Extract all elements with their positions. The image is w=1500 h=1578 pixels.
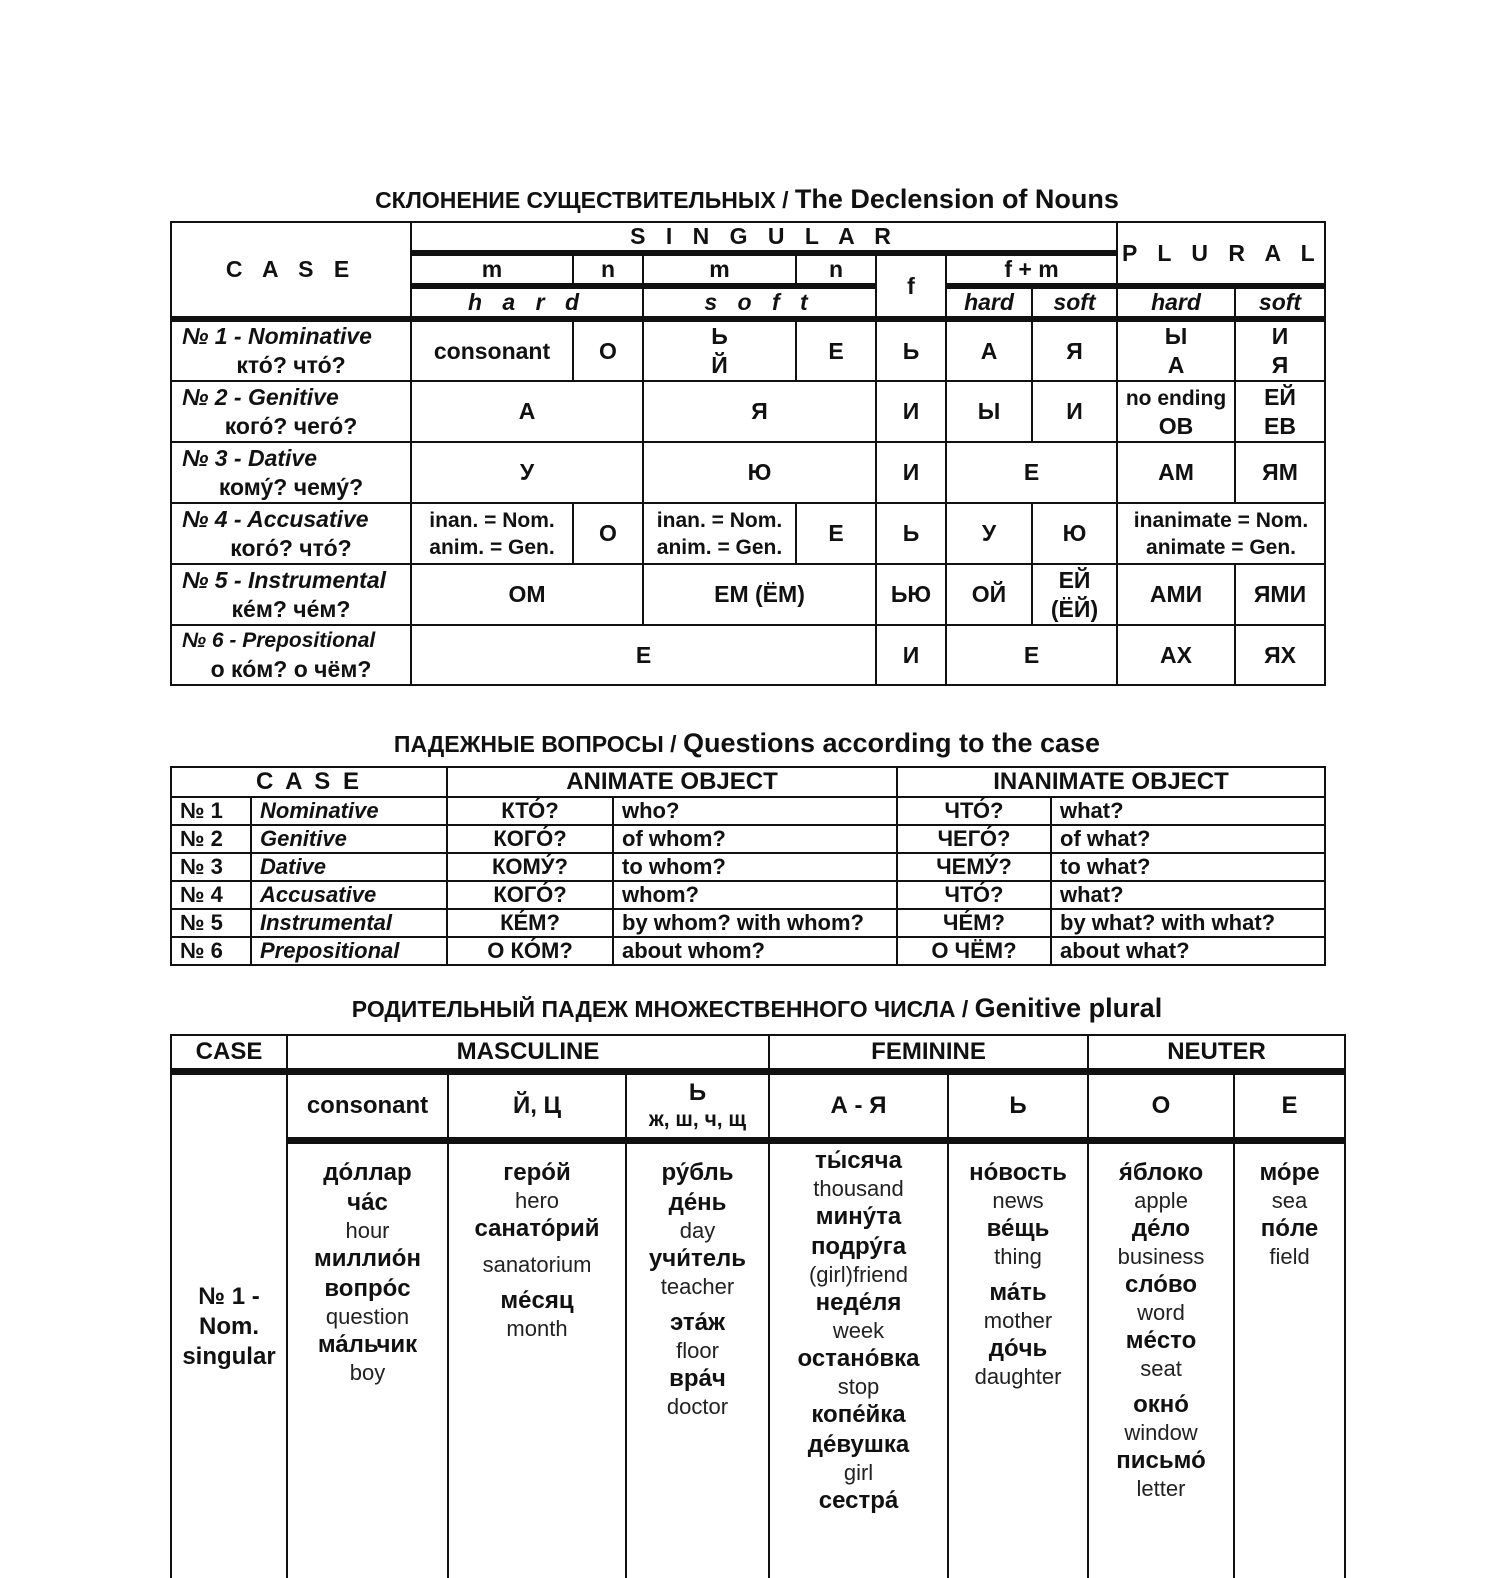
gp-gloss: month bbox=[453, 1316, 621, 1342]
gp-sub-y-ts: Й, Ц bbox=[448, 1072, 626, 1141]
q-inanimate-en: of what? bbox=[1051, 825, 1325, 853]
q-animate-en: who? bbox=[613, 797, 897, 825]
gp-sub-text: ж, ш, ч, щ bbox=[649, 1108, 746, 1131]
gp-col-e bbox=[1234, 1141, 1345, 1578]
gp-gloss: window bbox=[1093, 1420, 1229, 1446]
ending-cell: Е bbox=[946, 442, 1117, 503]
gp-gloss: sea bbox=[1239, 1188, 1340, 1214]
gp-word: подру́га bbox=[774, 1232, 943, 1262]
gp-gloss: business bbox=[1093, 1244, 1229, 1270]
gp-word: сло́во bbox=[1093, 1270, 1229, 1300]
q-inanimate-en: about what? bbox=[1051, 937, 1325, 965]
q-animate-en: by whom? with whom? bbox=[613, 909, 897, 937]
ending-cell: Ю bbox=[643, 442, 876, 503]
ending-cell: ЬЮ bbox=[876, 564, 946, 625]
fm-hard-label: hard bbox=[946, 286, 1032, 319]
ending-cell: Е bbox=[946, 625, 1117, 685]
gp-gloss: hour bbox=[292, 1218, 443, 1244]
q-animate-ru: КОГО́? bbox=[447, 881, 613, 909]
gp-case-header: CASE bbox=[171, 1035, 287, 1072]
q-animate-en: to whom? bbox=[613, 853, 897, 881]
row-dative bbox=[171, 442, 1325, 503]
case-label bbox=[171, 625, 411, 685]
gp-gloss: floor bbox=[631, 1338, 764, 1364]
ending-cell: О bbox=[573, 503, 643, 564]
q-animate-ru: КОМУ́? bbox=[447, 853, 613, 881]
title-declension-ru: СКЛОНЕНИЕ СУЩЕСТВИТЕЛЬНЫХ / bbox=[375, 187, 795, 213]
ending-cell: АХ bbox=[1117, 625, 1235, 685]
ending-text: ОВ bbox=[1159, 413, 1194, 439]
gp-gloss: field bbox=[1239, 1244, 1340, 1270]
gender-m-hard: m bbox=[411, 253, 573, 286]
case-label-ru: о ко́м? о чём? bbox=[176, 655, 406, 684]
gp-word: вопро́с bbox=[292, 1274, 443, 1304]
gp-sub-soft-sign bbox=[626, 1072, 769, 1141]
gp-spacer bbox=[453, 1278, 621, 1286]
row-genitive bbox=[171, 381, 1325, 442]
q-case-name: Genitive bbox=[251, 825, 447, 853]
ending-cell: А bbox=[411, 381, 643, 442]
case-label-en: № 5 - Instrumental bbox=[176, 566, 406, 595]
row-prepositional bbox=[171, 625, 1325, 685]
fm-soft-label: soft bbox=[1032, 286, 1117, 319]
ending-cell: Ю bbox=[1032, 503, 1117, 564]
gp-gloss: apple bbox=[1093, 1188, 1229, 1214]
questions-table bbox=[170, 766, 1326, 966]
singular-header: S I N G U L A R bbox=[411, 222, 1117, 253]
q-row bbox=[171, 937, 1325, 965]
q-num: № 4 bbox=[171, 881, 251, 909]
gp-gloss: sanatorium bbox=[453, 1252, 621, 1278]
gp-word: де́нь bbox=[631, 1188, 764, 1218]
ending-text: Й bbox=[711, 352, 728, 378]
gender-n-soft: n bbox=[796, 253, 876, 286]
ending-cell: У bbox=[946, 503, 1032, 564]
case-label-en: № 4 - Accusative bbox=[176, 505, 406, 534]
gp-word: ма́ть bbox=[953, 1278, 1083, 1308]
title-genitive-plural-ru: РОДИТЕЛЬНЫЙ ПАДЕЖ МНОЖЕСТВЕННОГО ЧИСЛА / bbox=[352, 996, 975, 1022]
q-case-name: Dative bbox=[251, 853, 447, 881]
ending-cell: И bbox=[876, 442, 946, 503]
ending-cell: Ь bbox=[876, 319, 946, 381]
gp-gloss: daughter bbox=[953, 1364, 1083, 1390]
gp-gloss: question bbox=[292, 1304, 443, 1330]
gp-word: санато́рий bbox=[453, 1214, 621, 1244]
q-inanimate-ru: ЧТО́? bbox=[897, 797, 1051, 825]
ending-cell: ЯМИ bbox=[1235, 564, 1325, 625]
ending-cell: Е bbox=[796, 319, 876, 381]
ending-cell: ЕМ (ЁМ) bbox=[643, 564, 876, 625]
gp-word: я́блоко bbox=[1093, 1158, 1229, 1188]
gp-col-o bbox=[1088, 1141, 1234, 1578]
gp-word: мо́ре bbox=[1239, 1158, 1340, 1188]
gp-col-y-ts bbox=[448, 1141, 626, 1578]
gp-case-text: № 1 - bbox=[176, 1282, 282, 1312]
case-label-ru: кто́? что́? bbox=[176, 351, 406, 380]
ending-cell: ОМ bbox=[411, 564, 643, 625]
gp-word: неде́ля bbox=[774, 1288, 943, 1318]
q-num: № 3 bbox=[171, 853, 251, 881]
ending-cell: О bbox=[573, 319, 643, 381]
gp-sub-e: Е bbox=[1234, 1072, 1345, 1141]
q-inanimate-ru: ЧТО́? bbox=[897, 881, 1051, 909]
q-row bbox=[171, 909, 1325, 937]
row-accusative bbox=[171, 503, 1325, 564]
gp-gloss: news bbox=[953, 1188, 1083, 1214]
gp-word: окно́ bbox=[1093, 1390, 1229, 1420]
case-label-en: № 6 - Prepositional bbox=[176, 626, 406, 655]
q-row bbox=[171, 825, 1325, 853]
title-genitive-plural bbox=[170, 993, 1344, 1024]
ending-text: inan. = Nom. bbox=[429, 509, 554, 532]
case-label bbox=[171, 381, 411, 442]
q-num: № 1 bbox=[171, 797, 251, 825]
title-declension-en: The Declension of Nouns bbox=[795, 184, 1119, 214]
q-inanimate-header: INANIMATE OBJECT bbox=[897, 767, 1325, 797]
ending-text: inan. = Nom. bbox=[657, 509, 782, 532]
gp-spacer bbox=[453, 1244, 621, 1252]
gp-gloss: (girl)friend bbox=[774, 1262, 943, 1288]
ending-text: Ы bbox=[1165, 323, 1188, 349]
gender-m-soft: m bbox=[643, 253, 796, 286]
ending-text: anim. = Gen. bbox=[429, 536, 554, 559]
q-case-name: Prepositional bbox=[251, 937, 447, 965]
q-case-name: Accusative bbox=[251, 881, 447, 909]
q-inanimate-en: by what? with what? bbox=[1051, 909, 1325, 937]
gp-gloss: thing bbox=[953, 1244, 1083, 1270]
gp-word: ру́бль bbox=[631, 1158, 764, 1188]
gp-word: письмо́ bbox=[1093, 1446, 1229, 1476]
ending-text: Ь bbox=[711, 323, 728, 349]
case-label-ru: кого́? что́? bbox=[176, 534, 406, 563]
gp-spacer bbox=[953, 1270, 1083, 1278]
ending-cell bbox=[411, 503, 573, 564]
q-inanimate-en: what? bbox=[1051, 797, 1325, 825]
q-num: № 5 bbox=[171, 909, 251, 937]
case-header: C A S E bbox=[171, 222, 411, 319]
ending-text: no ending bbox=[1126, 387, 1226, 410]
gp-word: эта́ж bbox=[631, 1308, 764, 1338]
ending-text: И bbox=[1272, 323, 1289, 349]
gp-gloss: thousand bbox=[774, 1176, 943, 1202]
gp-masculine-header: MASCULINE bbox=[287, 1035, 769, 1072]
ending-cell: ОЙ bbox=[946, 564, 1032, 625]
q-inanimate-ru: ЧЕГО́? bbox=[897, 825, 1051, 853]
plural-hard-label: hard bbox=[1117, 286, 1235, 319]
ending-cell: У bbox=[411, 442, 643, 503]
gp-word: де́ло bbox=[1093, 1214, 1229, 1244]
gp-gloss: seat bbox=[1093, 1356, 1229, 1382]
ending-cell: Я bbox=[643, 381, 876, 442]
title-declension bbox=[170, 184, 1324, 215]
gp-sub-consonant: consonant bbox=[287, 1072, 448, 1141]
gp-col-a-ya bbox=[769, 1141, 948, 1578]
gp-word: де́вушка bbox=[774, 1430, 943, 1460]
q-animate-ru: КОГО́? bbox=[447, 825, 613, 853]
gp-case-text: singular bbox=[176, 1342, 282, 1372]
gender-fm: f + m bbox=[946, 253, 1117, 286]
gp-sub-a-ya: А - Я bbox=[769, 1072, 948, 1141]
ending-cell: А bbox=[946, 319, 1032, 381]
gp-word: по́ле bbox=[1239, 1214, 1340, 1244]
gp-word: учи́тель bbox=[631, 1244, 764, 1274]
q-case-name: Instrumental bbox=[251, 909, 447, 937]
ending-text: animate = Gen. bbox=[1146, 536, 1296, 559]
case-label-en: № 2 - Genitive bbox=[176, 383, 406, 412]
gp-sub-fem-soft-sign: Ь bbox=[948, 1072, 1088, 1141]
gp-case-text: Nom. bbox=[176, 1312, 282, 1342]
gp-sub-text: Ь bbox=[689, 1079, 706, 1106]
q-case-name: Nominative bbox=[251, 797, 447, 825]
gp-word: ве́щь bbox=[953, 1214, 1083, 1244]
plural-header: P L U R A L bbox=[1117, 222, 1325, 286]
ending-cell: ЯХ bbox=[1235, 625, 1325, 685]
q-animate-en: about whom? bbox=[613, 937, 897, 965]
q-row bbox=[171, 853, 1325, 881]
ending-cell: consonant bbox=[411, 319, 573, 381]
ending-text: (ЁЙ) bbox=[1051, 596, 1098, 622]
gp-gloss: week bbox=[774, 1318, 943, 1344]
q-animate-ru: КЕ́М? bbox=[447, 909, 613, 937]
gp-sub-o: О bbox=[1088, 1072, 1234, 1141]
q-inanimate-ru: ЧЕ́М? bbox=[897, 909, 1051, 937]
row-instrumental bbox=[171, 564, 1325, 625]
gp-gloss: mother bbox=[953, 1308, 1083, 1334]
row-nominative bbox=[171, 319, 1325, 381]
gp-word: вра́ч bbox=[631, 1364, 764, 1394]
gp-col-consonant bbox=[287, 1141, 448, 1578]
q-animate-en: whom? bbox=[613, 881, 897, 909]
gp-col-fem-soft-sign bbox=[948, 1141, 1088, 1578]
ending-cell bbox=[1032, 564, 1117, 625]
gp-word: ме́сяц bbox=[453, 1286, 621, 1316]
gp-gloss: letter bbox=[1093, 1476, 1229, 1502]
gp-gloss: girl bbox=[774, 1460, 943, 1486]
ending-cell: Е bbox=[411, 625, 876, 685]
genitive-plural-table bbox=[170, 1034, 1346, 1578]
gp-case-cell bbox=[171, 1072, 287, 1578]
ending-text: ЕВ bbox=[1264, 413, 1296, 439]
ending-cell bbox=[1117, 381, 1235, 442]
ending-text: ЕЙ bbox=[1059, 567, 1091, 593]
gp-word: мину́та bbox=[774, 1202, 943, 1232]
gp-word: остано́вка bbox=[774, 1344, 943, 1374]
ending-cell: Я bbox=[1032, 319, 1117, 381]
case-label bbox=[171, 319, 411, 381]
q-inanimate-en: what? bbox=[1051, 881, 1325, 909]
ending-cell bbox=[1235, 381, 1325, 442]
q-animate-ru: КТО́? bbox=[447, 797, 613, 825]
gp-gloss: stop bbox=[774, 1374, 943, 1400]
q-case-header: C A S E bbox=[171, 767, 447, 797]
q-num: № 2 bbox=[171, 825, 251, 853]
title-genitive-plural-en: Genitive plural bbox=[975, 993, 1163, 1023]
ending-cell bbox=[643, 319, 796, 381]
gp-spacer bbox=[631, 1300, 764, 1308]
ending-cell bbox=[643, 503, 796, 564]
gp-gloss: day bbox=[631, 1218, 764, 1244]
ending-cell bbox=[1117, 503, 1325, 564]
gp-word: до́ллар bbox=[292, 1158, 443, 1188]
gp-neuter-header: NEUTER bbox=[1088, 1035, 1345, 1072]
gp-gloss: word bbox=[1093, 1300, 1229, 1326]
q-animate-en: of whom? bbox=[613, 825, 897, 853]
q-num: № 6 bbox=[171, 937, 251, 965]
case-label bbox=[171, 503, 411, 564]
ending-cell: АМ bbox=[1117, 442, 1235, 503]
q-animate-header: ANIMATE OBJECT bbox=[447, 767, 897, 797]
gp-gloss: hero bbox=[453, 1188, 621, 1214]
gp-gloss: doctor bbox=[631, 1394, 764, 1420]
case-label-ru: кому́? чему́? bbox=[176, 473, 406, 502]
title-questions bbox=[170, 728, 1324, 759]
gp-spacer bbox=[1093, 1382, 1229, 1390]
title-questions-ru: ПАДЕЖНЫЕ ВОПРОСЫ / bbox=[394, 731, 683, 757]
soft-label: s o f t bbox=[643, 286, 876, 319]
gp-word: миллио́н bbox=[292, 1244, 443, 1274]
ending-cell bbox=[1117, 319, 1235, 381]
ending-cell: Е bbox=[796, 503, 876, 564]
q-row bbox=[171, 797, 1325, 825]
q-inanimate-en: to what? bbox=[1051, 853, 1325, 881]
ending-text: Я bbox=[1272, 352, 1289, 378]
ending-cell bbox=[1235, 319, 1325, 381]
case-label-ru: кого́? чего́? bbox=[176, 412, 406, 441]
gp-word: геро́й bbox=[453, 1158, 621, 1188]
case-label-en: № 1 - Nominative bbox=[176, 322, 406, 351]
case-label bbox=[171, 564, 411, 625]
q-inanimate-ru: О ЧЁМ? bbox=[897, 937, 1051, 965]
ending-text: anim. = Gen. bbox=[657, 536, 782, 559]
ending-cell: И bbox=[1032, 381, 1117, 442]
gp-word: ме́сто bbox=[1093, 1326, 1229, 1356]
ending-text: inanimate = Nom. bbox=[1134, 509, 1308, 532]
gp-word: ма́льчик bbox=[292, 1330, 443, 1360]
q-inanimate-ru: ЧЕМУ́? bbox=[897, 853, 1051, 881]
ending-cell: И bbox=[876, 625, 946, 685]
case-label-en: № 3 - Dative bbox=[176, 444, 406, 473]
q-animate-ru: О КО́М? bbox=[447, 937, 613, 965]
hard-label: h a r d bbox=[411, 286, 643, 319]
gp-word: копе́йка bbox=[774, 1400, 943, 1430]
plural-soft-label: soft bbox=[1235, 286, 1325, 319]
case-label-ru: ке́м? че́м? bbox=[176, 595, 406, 624]
ending-text: ЕЙ bbox=[1264, 384, 1296, 410]
gp-gloss: boy bbox=[292, 1360, 443, 1386]
gp-gloss: teacher bbox=[631, 1274, 764, 1300]
gender-n-hard: n bbox=[573, 253, 643, 286]
ending-cell: Ь bbox=[876, 503, 946, 564]
ending-cell: Ы bbox=[946, 381, 1032, 442]
ending-cell: И bbox=[876, 381, 946, 442]
ending-text: А bbox=[1168, 352, 1185, 378]
case-label bbox=[171, 442, 411, 503]
ending-cell: ЯМ bbox=[1235, 442, 1325, 503]
gp-word: ты́сяча bbox=[774, 1146, 943, 1176]
gp-feminine-header: FEMININE bbox=[769, 1035, 1088, 1072]
gp-col-soft-sign bbox=[626, 1141, 769, 1578]
gp-word: ча́с bbox=[292, 1188, 443, 1218]
gp-word: но́вость bbox=[953, 1158, 1083, 1188]
gp-word: сестра́ bbox=[774, 1486, 943, 1516]
gp-word: до́чь bbox=[953, 1334, 1083, 1364]
declension-table bbox=[170, 221, 1326, 686]
gender-f: f bbox=[876, 253, 946, 319]
title-questions-en: Questions according to the case bbox=[683, 728, 1100, 758]
q-row bbox=[171, 881, 1325, 909]
ending-cell: АМИ bbox=[1117, 564, 1235, 625]
